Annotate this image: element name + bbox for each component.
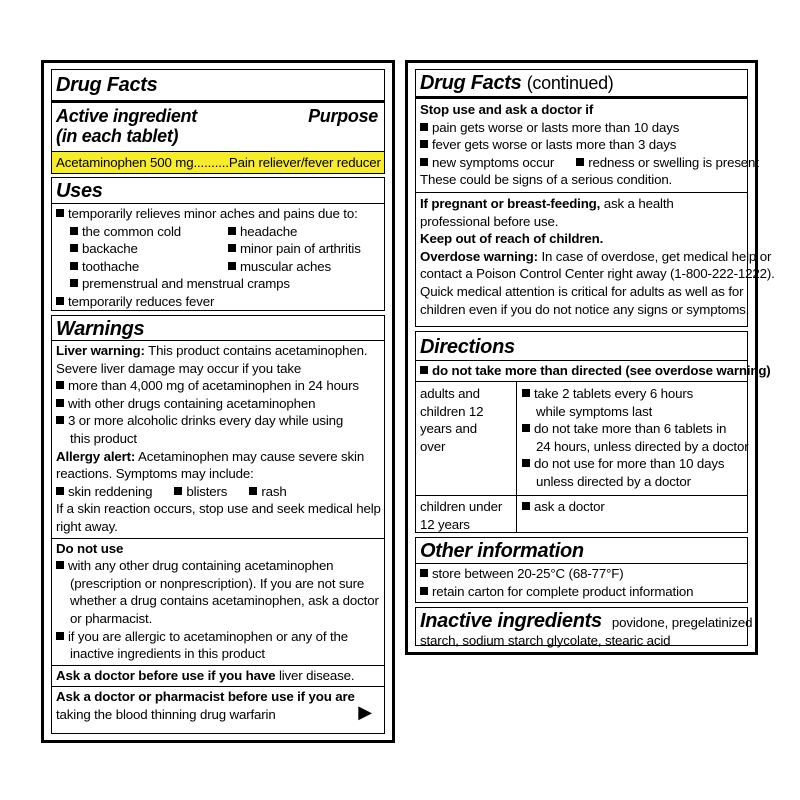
direction-text: unless directed by a doctor [536, 473, 691, 489]
warnings-title: Warnings [56, 318, 145, 340]
use-item: premenstrual and menstrual cramps [82, 276, 290, 292]
direction-text: 24 hours, unless directed by a doctor [536, 438, 749, 454]
active-ingredient-row [52, 151, 384, 173]
in-each-tablet-heading: (in each tablet) [56, 126, 179, 146]
bullet-icon [228, 244, 236, 252]
adult-label-line: years and [420, 421, 478, 437]
use-item: headache [240, 223, 298, 239]
symptom-item: rash [261, 483, 287, 499]
bullet-icon [420, 140, 428, 148]
stop-note: These could be signs of a serious condition. [420, 172, 673, 188]
overdose-text: Quick medical attention is critical for adults as well as for [420, 283, 744, 299]
bullet-icon [70, 262, 78, 270]
liver-warning-text: This product contains acetaminophen. [148, 343, 368, 358]
other-information-block [415, 537, 748, 603]
ingredient-purpose: Pain reliever/fever reducer [228, 154, 381, 170]
overdose-label: Overdose warning: [420, 248, 538, 264]
dnu-text: if you are allergic to acetaminophen or any of the [68, 628, 349, 644]
adult-directions [522, 385, 749, 491]
child-label-line: children under [420, 499, 503, 514]
pregnant-text: professional before use. [420, 213, 559, 229]
bullet-icon [522, 424, 530, 432]
uses-intro: temporarily relieves minor aches and pains due to: [68, 206, 358, 221]
symptom-item: skin reddening [68, 483, 153, 499]
dnu-text: with any other drug containing acetaminophen [68, 558, 334, 574]
adult-label-line: adults and [420, 386, 480, 401]
stop-item: fever gets worse or lasts more than 3 days [432, 137, 677, 153]
allergy-text: Acetaminophen may cause severe skin [138, 448, 365, 464]
ask-doctor-bold: Ask a doctor before use if you have [56, 667, 276, 683]
bullet-icon [56, 297, 64, 305]
uses-fever: temporarily reduces fever [68, 293, 215, 309]
continue-arrow-icon: ▶ [358, 701, 372, 722]
child-direction: ask a doctor [534, 499, 605, 514]
do-not-use-title: Do not use [56, 540, 124, 556]
pregnant-bold: If pregnant or breast-feeding, [420, 195, 601, 211]
use-item: the common cold [82, 223, 182, 239]
bullet-icon [70, 244, 78, 252]
liver-item: more than 4,000 mg of acetaminophen in 24 hours [68, 378, 359, 394]
other-information-title: Other information [420, 540, 584, 562]
bullet-icon [56, 561, 64, 569]
purpose-heading: Purpose [308, 106, 378, 126]
dnu-text: or pharmacist. [70, 610, 153, 626]
drug-facts-title: Drug Facts [56, 74, 158, 96]
reaction-text: right away. [56, 518, 118, 534]
bullet-icon [522, 459, 530, 467]
liver-item: 3 or more alcoholic drinks every day while using [68, 413, 344, 429]
liver-item-cont: this product [70, 430, 137, 446]
child-label-line: 12 years [420, 516, 470, 532]
bullet-icon [522, 502, 530, 510]
symptom-item: blisters [186, 483, 228, 499]
ask-doctor-rest: liver disease. [278, 667, 355, 683]
stop-item: pain gets worse or lasts more than 10 days [432, 119, 680, 135]
bullet-icon [522, 389, 530, 397]
bullet-icon [228, 227, 236, 235]
liver-item: with other drugs containing acetaminophen [68, 395, 316, 411]
adult-label-line: over [420, 438, 446, 454]
pregnant-text: ask a health [603, 195, 674, 211]
drug-facts-panel-left [41, 60, 395, 743]
directions-block [415, 331, 771, 533]
allergy-text: reactions. Symptoms may include: [56, 466, 254, 482]
bullet-icon [420, 366, 428, 374]
bullet-icon [56, 399, 64, 407]
bullet-icon [228, 262, 236, 270]
inactive-ingredients-title: Inactive ingredients [420, 610, 602, 632]
bullet-icon [70, 279, 78, 287]
overdose-text: contact a Poison Control Center right away (1-800-222-1222). [420, 266, 775, 282]
liver-warning-text: Severe liver damage may occur if you take [56, 360, 302, 376]
bullet-icon [56, 632, 64, 640]
bullet-icon [56, 416, 64, 424]
overdose-text: In case of overdose, get medical help or [541, 248, 772, 264]
reaction-text: If a skin reaction occurs, stop use and seek medical help [56, 501, 381, 517]
dnu-text: whether a drug contains acetaminophen, ask a doctor [70, 593, 379, 609]
use-item: toothache [82, 258, 140, 274]
direction-text: take 2 tablets every 6 hours [534, 386, 694, 401]
use-item: muscular aches [240, 258, 332, 274]
stop-use-title: Stop use and ask a doctor if [420, 102, 594, 117]
allergy-alert-label: Allergy alert: [56, 448, 136, 464]
ask-pharmacist-rest: taking the blood thinning drug warfarin [56, 706, 276, 722]
stop-use-block [415, 69, 775, 327]
bullet-icon [420, 569, 428, 577]
direction-text: do not take more than 6 tablets in [534, 421, 727, 437]
bullet-icon [174, 487, 182, 495]
direction-text: while symptoms last [536, 403, 653, 419]
dnu-text: inactive ingredients in this product [70, 646, 265, 662]
adult-label [420, 385, 483, 455]
use-item: minor pain of arthritis [240, 241, 361, 257]
uses-title: Uses [56, 180, 103, 202]
bullet-icon [70, 227, 78, 235]
direction-text: do not use for more than 10 days [534, 456, 725, 472]
keep-out-text: Keep out of reach of children. [420, 231, 604, 247]
directions-warning: do not take more than directed (see overdose warning) [432, 363, 771, 378]
ask-pharmacist-bold: Ask a doctor or pharmacist before use if you are [56, 689, 355, 705]
inactive-text: povidone, pregelatinized [611, 615, 753, 630]
uses-block [51, 177, 385, 311]
bullet-icon [420, 158, 428, 166]
bullet-icon [56, 487, 64, 495]
stop-item: new symptoms occur [432, 154, 555, 170]
warnings-block [51, 315, 385, 734]
drug-facts-panel-right [405, 60, 775, 655]
liver-warning-label: Liver warning: [56, 343, 145, 358]
bullet-icon [420, 123, 428, 131]
overdose-text: children even if you do not notice any signs or symptoms. [420, 301, 750, 317]
stop-item: redness or swelling is present [588, 154, 759, 170]
child-label [420, 498, 502, 533]
other-item: retain carton for complete product information [432, 583, 694, 599]
inactive-ingredients-block [415, 607, 753, 648]
dnu-text: (prescription or nonprescription). If you are not sure [70, 575, 365, 591]
active-ingredient-heading: Active ingredient [56, 106, 197, 126]
active-ingredient-block [51, 69, 385, 174]
ingredient-dots: .......... [193, 154, 229, 170]
inactive-text: starch, sodium starch glycolate, stearic acid [420, 633, 671, 648]
drug-facts-title: Drug Facts [420, 72, 522, 94]
directions-title: Directions [420, 336, 515, 358]
bullet-icon [420, 587, 428, 595]
use-item: backache [82, 241, 138, 257]
bullet-icon [249, 487, 257, 495]
bullet-icon [576, 158, 584, 166]
bullet-icon [56, 209, 64, 217]
ingredient-name: Acetaminophen 500 mg [56, 154, 194, 170]
other-item: store between 20-25°C (68-77°F) [432, 566, 624, 581]
bullet-icon [56, 381, 64, 389]
continued-label: (continued) [526, 73, 614, 93]
adult-label-line: children 12 [420, 403, 484, 419]
